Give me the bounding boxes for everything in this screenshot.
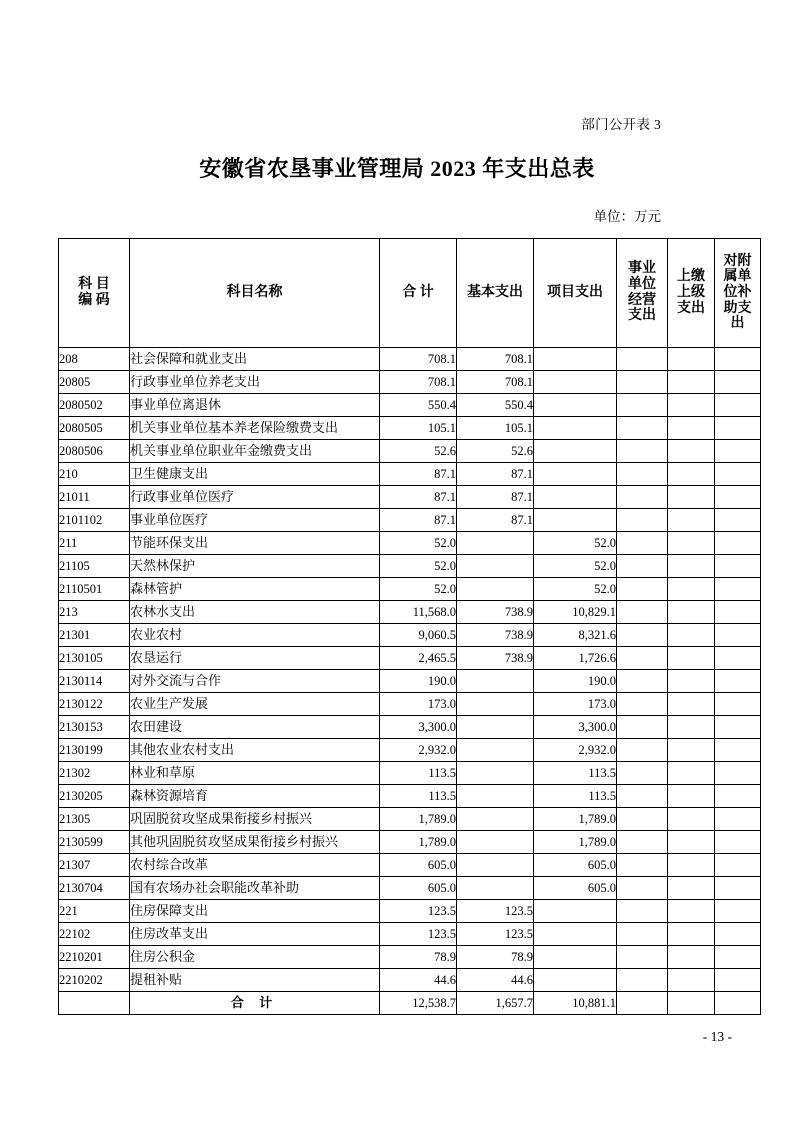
cell-biz [617,969,668,992]
cell-total: 708.1 [380,371,457,394]
cell-upper [668,463,715,486]
cell-name: 提租补贴 [130,969,380,992]
cell-upper [668,601,715,624]
cell-sub [715,647,761,670]
cell-basic: 738.9 [457,601,534,624]
cell-name: 林业和草原 [130,762,380,785]
cell-sub [715,693,761,716]
cell-total: 113.5 [380,762,457,785]
cell-basic: 123.5 [457,923,534,946]
cell-project: 605.0 [534,854,617,877]
cell-name: 天然林保护 [130,555,380,578]
cell-sub [715,440,761,463]
cell-total: 44.6 [380,969,457,992]
cell-biz [617,762,668,785]
cell-basic [457,555,534,578]
table-row [59,969,761,992]
column-header-total: 合 计 [380,239,457,348]
cell-project [534,348,617,371]
table-row [59,578,761,601]
cell-total-total: 12,538.7 [380,992,457,1015]
cell-name: 农田建设 [130,716,380,739]
cell-biz [617,831,668,854]
cell-upper [668,647,715,670]
table-header-row [59,239,761,348]
cell-basic: 738.9 [457,624,534,647]
cell-code: 21307 [59,854,130,877]
cell-project [534,394,617,417]
table-row [59,785,761,808]
column-header-name: 科目名称 [130,239,380,348]
cell-name: 农垦运行 [130,647,380,670]
cell-total: 190.0 [380,670,457,693]
cell-upper [668,509,715,532]
cell-name: 社会保障和就业支出 [130,348,380,371]
cell-biz [617,923,668,946]
cell-upper [668,739,715,762]
table-row [59,808,761,831]
cell-biz [617,716,668,739]
cell-code: 22102 [59,923,130,946]
cell-name: 农业生产发展 [130,693,380,716]
cell-total: 605.0 [380,877,457,900]
cell-sub [715,417,761,440]
cell-biz [617,532,668,555]
cell-sub [715,578,761,601]
cell-code: 21305 [59,808,130,831]
cell-basic: 78.9 [457,946,534,969]
cell-name: 住房公积金 [130,946,380,969]
cell-biz [617,555,668,578]
cell-sub [715,601,761,624]
cell-upper [668,831,715,854]
cell-total: 105.1 [380,417,457,440]
column-header-code: 科 目 编 码 [59,239,130,348]
cell-name: 卫生健康支出 [130,463,380,486]
cell-name: 巩固脱贫攻坚成果衔接乡村振兴 [130,808,380,831]
cell-name: 行政事业单位医疗 [130,486,380,509]
cell-total: 87.1 [380,463,457,486]
cell-project [534,969,617,992]
cell-sub [715,670,761,693]
cell-basic: 123.5 [457,900,534,923]
expenditure-table-container [58,238,752,1015]
cell-biz [617,394,668,417]
cell-sub [715,463,761,486]
cell-code: 2130153 [59,716,130,739]
cell-project: 173.0 [534,693,617,716]
cell-total: 708.1 [380,348,457,371]
cell-project: 52.0 [534,555,617,578]
cell-project: 1,789.0 [534,831,617,854]
cell-code: 2130114 [59,670,130,693]
table-row [59,371,761,394]
cell-code: 21301 [59,624,130,647]
cell-basic [457,716,534,739]
table-row [59,601,761,624]
cell-code: 2210201 [59,946,130,969]
table-row [59,509,761,532]
cell-name: 住房改革支出 [130,923,380,946]
cell-sub [715,371,761,394]
cell-total: 3,300.0 [380,716,457,739]
cell-project: 1,726.6 [534,647,617,670]
cell-project: 8,321.6 [534,624,617,647]
public-table-label: 部门公开表 3 [581,117,661,132]
cell-total: 123.5 [380,900,457,923]
column-header-upper: 上缴 上级 支出 [668,239,715,348]
cell-sub [715,923,761,946]
cell-total: 173.0 [380,693,457,716]
table-row [59,440,761,463]
cell-upper [668,670,715,693]
cell-total: 87.1 [380,509,457,532]
cell-biz [617,578,668,601]
cell-basic [457,831,534,854]
cell-biz [617,670,668,693]
cell-basic [457,670,534,693]
cell-project [534,900,617,923]
cell-sub [715,716,761,739]
cell-code: 21011 [59,486,130,509]
cell-biz [617,785,668,808]
cell-total: 1,789.0 [380,831,457,854]
cell-project: 2,932.0 [534,739,617,762]
table-row [59,946,761,969]
cell-name: 其他农业农村支出 [130,739,380,762]
cell-upper [668,532,715,555]
cell-project: 52.0 [534,532,617,555]
table-row [59,923,761,946]
cell-sub [715,624,761,647]
cell-project [534,923,617,946]
cell-biz [617,647,668,670]
cell-name: 农业农村 [130,624,380,647]
column-header-basic: 基本支出 [457,239,534,348]
cell-code: 208 [59,348,130,371]
cell-upper [668,900,715,923]
cell-biz [617,693,668,716]
cell-code: 2210202 [59,969,130,992]
cell-project [534,417,617,440]
cell-upper [668,969,715,992]
cell-name: 机关事业单位基本养老保险缴费支出 [130,417,380,440]
cell-total: 11,568.0 [380,601,457,624]
cell-upper [668,716,715,739]
cell-code: 2110501 [59,578,130,601]
table-row [59,877,761,900]
cell-upper [668,440,715,463]
cell-sub [715,877,761,900]
cell-basic: 738.9 [457,647,534,670]
cell-sub [715,831,761,854]
cell-name: 国有农场办社会职能改革补助 [130,877,380,900]
cell-project: 10,829.1 [534,601,617,624]
cell-name: 森林资源培育 [130,785,380,808]
cell-basic [457,785,534,808]
cell-upper [668,923,715,946]
cell-basic [457,693,534,716]
cell-code: 2130205 [59,785,130,808]
cell-upper [668,693,715,716]
cell-basic: 105.1 [457,417,534,440]
cell-sub [715,785,761,808]
table-row [59,670,761,693]
cell-name: 住房保障支出 [130,900,380,923]
cell-sub [715,394,761,417]
table-header [59,239,761,348]
cell-upper [668,555,715,578]
cell-biz [617,739,668,762]
cell-sub [715,348,761,371]
cell-name: 对外交流与合作 [130,670,380,693]
cell-name: 行政事业单位养老支出 [130,371,380,394]
cell-name: 农村综合改革 [130,854,380,877]
table-row [59,486,761,509]
cell-basic [457,877,534,900]
cell-biz [617,417,668,440]
cell-project: 113.5 [534,785,617,808]
cell-basic: 52.6 [457,440,534,463]
cell-name: 森林管护 [130,578,380,601]
cell-upper [668,348,715,371]
table-row [59,854,761,877]
cell-code: 2080502 [59,394,130,417]
cell-basic: 44.6 [457,969,534,992]
cell-total: 1,789.0 [380,808,457,831]
cell-code: 20805 [59,371,130,394]
cell-code: 21302 [59,762,130,785]
cell-basic [457,808,534,831]
cell-upper [668,946,715,969]
cell-total: 9,060.5 [380,624,457,647]
expenditure-table [58,238,761,1015]
cell-upper [668,785,715,808]
cell-basic [457,578,534,601]
cell-basic: 87.1 [457,509,534,532]
cell-total: 52.0 [380,578,457,601]
cell-biz [617,509,668,532]
cell-total: 550.4 [380,394,457,417]
cell-total: 123.5 [380,923,457,946]
cell-total: 52.0 [380,532,457,555]
cell-biz [617,624,668,647]
cell-code: 2080506 [59,440,130,463]
cell-project [534,463,617,486]
column-header-business: 事业 单位 经营 支出 [617,239,668,348]
table-row [59,739,761,762]
cell-basic: 87.1 [457,463,534,486]
cell-upper [668,854,715,877]
cell-code: 213 [59,601,130,624]
cell-sub [715,969,761,992]
cell-biz [617,946,668,969]
cell-biz [617,900,668,923]
table-row [59,463,761,486]
cell-basic: 708.1 [457,348,534,371]
cell-upper [668,808,715,831]
table-row [59,762,761,785]
table-row [59,555,761,578]
cell-project: 113.5 [534,762,617,785]
table-row [59,900,761,923]
cell-total-sub [715,992,761,1015]
cell-project: 52.0 [534,578,617,601]
cell-basic [457,532,534,555]
cell-code: 221 [59,900,130,923]
cell-code: 2130199 [59,739,130,762]
cell-biz [617,440,668,463]
cell-code: 210 [59,463,130,486]
cell-total-biz [617,992,668,1015]
cell-code: 2130704 [59,877,130,900]
cell-sub [715,762,761,785]
table-row [59,716,761,739]
table-row [59,624,761,647]
cell-project [534,371,617,394]
cell-biz [617,371,668,394]
cell-code: 211 [59,532,130,555]
cell-name: 节能环保支出 [130,532,380,555]
cell-upper [668,762,715,785]
cell-basic: 87.1 [457,486,534,509]
column-header-project: 项目支出 [534,239,617,348]
page-title: 安徽省农垦事业管理局 2023 年支出总表 [199,156,595,181]
cell-sub [715,854,761,877]
cell-name: 事业单位离退休 [130,394,380,417]
table-row [59,417,761,440]
cell-sub [715,555,761,578]
unit-note: 单位：万元 [593,209,661,224]
cell-project: 3,300.0 [534,716,617,739]
cell-total: 78.9 [380,946,457,969]
cell-upper [668,417,715,440]
cell-biz [617,486,668,509]
cell-biz [617,463,668,486]
column-header-subsidiary: 对附 属单 位补 助支 出 [715,239,761,348]
cell-code: 2130122 [59,693,130,716]
cell-sub [715,946,761,969]
cell-name: 农林水支出 [130,601,380,624]
cell-code: 2101102 [59,509,130,532]
cell-sub [715,486,761,509]
cell-code: 2130599 [59,831,130,854]
cell-total: 605.0 [380,854,457,877]
cell-upper [668,486,715,509]
cell-total: 2,932.0 [380,739,457,762]
cell-total-label: 合 计 [130,992,380,1015]
cell-total-upper [668,992,715,1015]
cell-basic: 550.4 [457,394,534,417]
cell-project: 1,789.0 [534,808,617,831]
cell-sub [715,900,761,923]
table-row [59,647,761,670]
cell-sub [715,808,761,831]
cell-total: 52.6 [380,440,457,463]
cell-project [534,946,617,969]
cell-total: 113.5 [380,785,457,808]
cell-project [534,486,617,509]
cell-total: 2,465.5 [380,647,457,670]
table-row [59,532,761,555]
cell-project [534,440,617,463]
table-body [59,348,761,1015]
cell-upper [668,371,715,394]
cell-code: 21105 [59,555,130,578]
cell-upper [668,578,715,601]
cell-biz [617,877,668,900]
cell-project: 605.0 [534,877,617,900]
cell-name: 机关事业单位职业年金缴费支出 [130,440,380,463]
cell-basic [457,854,534,877]
cell-basic [457,739,534,762]
cell-biz [617,601,668,624]
cell-name: 事业单位医疗 [130,509,380,532]
cell-project: 190.0 [534,670,617,693]
cell-project [534,509,617,532]
cell-code: 2130105 [59,647,130,670]
cell-total: 52.0 [380,555,457,578]
cell-total: 87.1 [380,486,457,509]
cell-code [59,992,130,1015]
table-row [59,348,761,371]
cell-total-project: 10,881.1 [534,992,617,1015]
cell-code: 2080505 [59,417,130,440]
cell-total-basic: 1,657.7 [457,992,534,1015]
cell-upper [668,624,715,647]
cell-biz [617,808,668,831]
cell-upper [668,877,715,900]
table-row [59,831,761,854]
cell-basic [457,762,534,785]
cell-biz [617,854,668,877]
table-row [59,693,761,716]
cell-name: 其他巩固脱贫攻坚成果衔接乡村振兴 [130,831,380,854]
page-number: - 13 - [702,1029,732,1044]
cell-biz [617,348,668,371]
table-total-row [59,992,761,1015]
cell-sub [715,532,761,555]
cell-basic: 708.1 [457,371,534,394]
cell-upper [668,394,715,417]
table-row [59,394,761,417]
cell-sub [715,739,761,762]
cell-sub [715,509,761,532]
